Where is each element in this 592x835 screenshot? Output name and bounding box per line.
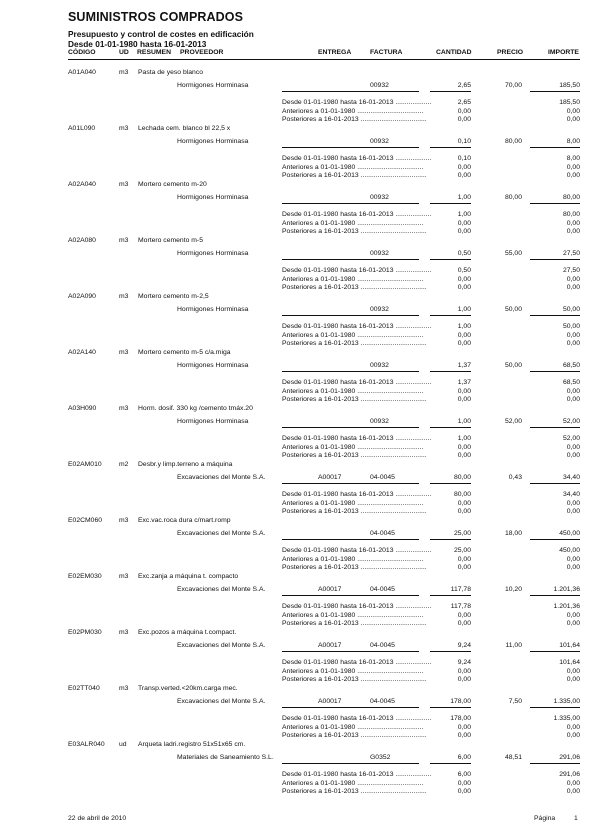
summary-label-desde: Desde 01-01-1980 hasta 16-01-2013 ...................	[282, 435, 432, 442]
summary-amount: 0,00	[566, 555, 580, 563]
summary-quantity: 0,00	[457, 228, 471, 235]
summary-amount: 0,00	[566, 676, 580, 683]
summary-label-posteriores: Posteriores a 16-01-2013 ...................................	[282, 172, 427, 179]
col-importe: IMPORTE	[548, 49, 579, 56]
item-price: 80,00	[504, 138, 522, 145]
item-unit: m3	[119, 181, 129, 188]
summary-quantity: 80,00	[453, 491, 471, 498]
item-quantity: 1,00	[457, 194, 471, 201]
item-supplier: Materiales de Saneamiento S.L.	[177, 754, 274, 761]
summary-label-anteriores: Anteriores a 01-01-1980 ...................................	[282, 387, 424, 395]
underline	[530, 539, 580, 540]
item-quantity: 178,00	[450, 698, 471, 705]
item-supplier: Excavaciones del Monte S.A.	[177, 586, 266, 593]
summary-amount: 291,06	[559, 771, 580, 778]
summary-quantity: 0,00	[457, 564, 471, 571]
item-price: 0,43	[508, 474, 522, 481]
item-invoice: 04-0045	[370, 474, 395, 481]
underline	[430, 371, 471, 372]
item-quantity: 0,10	[457, 138, 471, 145]
item-price: 55,00	[504, 250, 522, 257]
item-price: 80,00	[504, 194, 522, 201]
summary-label-anteriores: Anteriores a 01-01-1980 ...................................	[282, 723, 424, 731]
item-amount: 1.335,00	[553, 698, 580, 705]
underline	[430, 91, 471, 92]
item-invoice: 00932	[370, 306, 389, 313]
underline	[430, 539, 471, 540]
underline	[530, 707, 580, 708]
summary-label-desde: Desde 01-01-1980 hasta 16-01-2013 ...................	[282, 547, 432, 554]
summary-label-desde: Desde 01-01-1980 hasta 16-01-2013 ...................	[282, 715, 432, 722]
underline	[430, 259, 471, 260]
col-precio: PRECIO	[497, 49, 524, 56]
item-quantity: 9,24	[457, 642, 471, 649]
underline	[530, 483, 580, 484]
underline	[430, 483, 471, 484]
underline	[530, 651, 580, 652]
item-code: A02A090	[68, 293, 96, 300]
summary-label-anteriores: Anteriores a 01-01-1980 ...................................	[282, 331, 424, 339]
summary-quantity: 0,00	[457, 396, 471, 403]
summary-label-anteriores: Anteriores a 01-01-1980 ...................................	[282, 779, 424, 787]
item-summary: Desbr.y limp.terreno a máquina	[138, 461, 233, 468]
item-supplier: Hormigones Horminasa	[177, 306, 249, 313]
summary-label-desde: Desde 01-01-1980 hasta 16-01-2013 ...................	[282, 659, 432, 666]
summary-amount: 0,00	[566, 387, 580, 395]
summary-quantity: 0,00	[457, 172, 471, 179]
summary-quantity: 6,00	[457, 771, 471, 778]
item-invoice: 00932	[370, 362, 389, 369]
item-delivery: A00017	[318, 474, 342, 481]
item-invoice: G0352	[370, 754, 391, 761]
underline	[282, 315, 419, 316]
item-quantity: 1,00	[457, 306, 471, 313]
item-amount: 80,00	[562, 194, 580, 201]
summary-label-anteriores: Anteriores a 01-01-1980 ...................................	[282, 555, 424, 563]
summary-quantity: 2,65	[457, 99, 471, 106]
item-invoice: 00932	[370, 82, 389, 89]
summary-label-anteriores: Anteriores a 01-01-1980 ...................................	[282, 219, 424, 227]
summary-amount: 0,00	[566, 611, 580, 619]
summary-amount: 101,64	[559, 659, 580, 666]
summary-amount: 0,00	[566, 723, 580, 731]
summary-quantity: 0,00	[457, 676, 471, 683]
item-quantity: 25,00	[453, 530, 471, 537]
item-summary: Exc.zanja a máquina t. compacto	[138, 573, 239, 580]
col-codigo: CÓDIGO	[68, 49, 96, 56]
summary-amount: 0,00	[566, 172, 580, 179]
summary-label-posteriores: Posteriores a 16-01-2013 ...................................	[282, 564, 427, 571]
item-price: 48,51	[504, 754, 522, 761]
summary-quantity: 0,00	[457, 219, 471, 227]
footer-page-number: 1	[574, 815, 578, 822]
summary-amount: 0,00	[566, 443, 580, 451]
item-supplier: Excavaciones del Monte S.A.	[177, 698, 266, 705]
item-amount: 8,00	[566, 138, 580, 145]
summary-amount: 0,00	[566, 340, 580, 347]
item-unit: m3	[119, 517, 129, 524]
summary-quantity: 0,00	[457, 284, 471, 291]
item-unit: m3	[119, 405, 129, 412]
col-factura: FACTURA	[370, 49, 403, 56]
underline	[430, 203, 471, 204]
summary-amount: 0,00	[566, 779, 580, 787]
report-subtitle: Presupuesto y control de costes en edificación	[68, 29, 254, 39]
underline	[282, 203, 419, 204]
item-unit: m3	[119, 685, 129, 692]
summary-label-anteriores: Anteriores a 01-01-1980 ...................................	[282, 107, 424, 115]
underline	[282, 427, 419, 428]
underline	[530, 427, 580, 428]
item-price: 7,50	[508, 698, 522, 705]
item-price: 52,00	[504, 418, 522, 425]
summary-quantity: 0,00	[457, 611, 471, 619]
summary-amount: 0,00	[566, 564, 580, 571]
summary-amount: 8,00	[566, 155, 580, 162]
summary-label-anteriores: Anteriores a 01-01-1980 ...................................	[282, 667, 424, 675]
summary-quantity: 0,00	[457, 779, 471, 787]
summary-quantity: 1,00	[457, 435, 471, 442]
summary-quantity: 0,00	[457, 443, 471, 451]
underline	[430, 427, 471, 428]
underline	[282, 595, 419, 596]
underline	[282, 763, 419, 764]
summary-label-desde: Desde 01-01-1980 hasta 16-01-2013 ...................	[282, 155, 432, 162]
item-unit: m3	[119, 293, 129, 300]
underline	[530, 91, 580, 92]
item-quantity: 0,50	[457, 250, 471, 257]
summary-amount: 0,00	[566, 788, 580, 795]
summary-quantity: 0,00	[457, 163, 471, 171]
item-amount: 1.201,36	[553, 586, 580, 593]
summary-amount: 0,00	[566, 732, 580, 739]
summary-amount: 34,40	[562, 491, 580, 498]
header-divider	[68, 59, 580, 60]
summary-amount: 185,50	[559, 99, 580, 106]
summary-quantity: 0,00	[457, 723, 471, 731]
item-unit: m2	[119, 461, 129, 468]
summary-label-desde: Desde 01-01-1980 hasta 16-01-2013 ...................	[282, 491, 432, 498]
summary-amount: 0,00	[566, 396, 580, 403]
item-supplier: Hormigones Horminasa	[177, 250, 249, 257]
item-code: E02EM030	[68, 573, 102, 580]
summary-label-posteriores: Posteriores a 16-01-2013 ...................................	[282, 396, 427, 403]
underline	[430, 315, 471, 316]
summary-quantity: 1,00	[457, 323, 471, 330]
summary-label-desde: Desde 01-01-1980 hasta 16-01-2013 ...................	[282, 267, 432, 274]
item-amount: 185,50	[559, 82, 580, 89]
summary-label-desde: Desde 01-01-1980 hasta 16-01-2013 ...................	[282, 379, 432, 386]
summary-label-posteriores: Posteriores a 16-01-2013 ...................................	[282, 228, 427, 235]
item-price: 50,00	[504, 306, 522, 313]
summary-amount: 450,00	[559, 547, 580, 554]
summary-amount: 0,00	[566, 275, 580, 283]
item-amount: 101,64	[559, 642, 580, 649]
summary-amount: 0,00	[566, 163, 580, 171]
summary-quantity: 0,00	[457, 387, 471, 395]
summary-quantity: 0,00	[457, 116, 471, 123]
underline	[430, 763, 471, 764]
item-invoice: 00932	[370, 194, 389, 201]
underline	[282, 259, 419, 260]
summary-quantity: 9,24	[457, 659, 471, 666]
item-quantity: 1,37	[457, 362, 471, 369]
summary-quantity: 0,00	[457, 275, 471, 283]
item-amount: 52,00	[562, 418, 580, 425]
underline	[530, 595, 580, 596]
item-supplier: Hormigones Horminasa	[177, 418, 249, 425]
summary-quantity: 0,00	[457, 508, 471, 515]
summary-quantity: 0,00	[457, 331, 471, 339]
item-code: A01A040	[68, 69, 96, 76]
col-resumen: RESUMEN	[137, 49, 171, 56]
summary-label-posteriores: Posteriores a 16-01-2013 ...................................	[282, 340, 427, 347]
summary-label-anteriores: Anteriores a 01-01-1980 ...................................	[282, 499, 424, 507]
summary-quantity: 1,00	[457, 211, 471, 218]
summary-label-anteriores: Anteriores a 01-01-1980 ...................................	[282, 443, 424, 451]
item-invoice: 04-0045	[370, 642, 395, 649]
summary-label-desde: Desde 01-01-1980 hasta 16-01-2013 ...................	[282, 323, 432, 330]
summary-label-posteriores: Posteriores a 16-01-2013 ...................................	[282, 284, 427, 291]
item-summary: Exc.pozos a máquina t.compact.	[138, 629, 237, 636]
underline	[530, 315, 580, 316]
summary-quantity: 178,00	[450, 715, 471, 722]
item-supplier: Hormigones Horminasa	[177, 82, 249, 89]
item-quantity: 6,00	[457, 754, 471, 761]
item-amount: 450,00	[559, 530, 580, 537]
item-unit: m3	[119, 573, 129, 580]
item-summary: Horm. dosif. 330 kg /cemento tmáx.20	[138, 405, 253, 412]
item-code: E02TT040	[68, 685, 100, 692]
summary-quantity: 0,00	[457, 340, 471, 347]
item-summary: Mortero cemento m-20	[138, 181, 207, 188]
item-summary: Mortero cemento m-5	[138, 237, 203, 244]
summary-amount: 0,00	[566, 667, 580, 675]
summary-label-anteriores: Anteriores a 01-01-1980 ...................................	[282, 275, 424, 283]
item-code: A02A080	[68, 237, 96, 244]
summary-quantity: 0,00	[457, 107, 471, 115]
item-supplier: Hormigones Horminasa	[177, 362, 249, 369]
summary-amount: 0,00	[566, 452, 580, 459]
col-entrega: ENTREGA	[318, 49, 352, 56]
summary-amount: 27,50	[562, 267, 580, 274]
page-title: SUMINISTROS COMPRADOS	[68, 10, 244, 24]
underline	[530, 203, 580, 204]
summary-amount: 0,00	[566, 228, 580, 235]
item-code: E03ALR040	[68, 741, 105, 748]
summary-amount: 0,00	[566, 107, 580, 115]
summary-amount: 0,00	[566, 620, 580, 627]
summary-quantity: 0,00	[457, 620, 471, 627]
summary-amount: 1.335,00	[553, 715, 580, 722]
item-summary: Mortero cemento m-5 c/a.miga	[138, 349, 231, 356]
item-code: A01L090	[68, 125, 96, 132]
summary-label-posteriores: Posteriores a 16-01-2013 ...................................	[282, 676, 427, 683]
item-code: E02CM060	[68, 517, 103, 524]
underline	[282, 91, 419, 92]
footer-page-label: Página	[534, 815, 556, 822]
item-code: E02PM030	[68, 629, 102, 636]
summary-label-posteriores: Posteriores a 16-01-2013 ...................................	[282, 788, 427, 795]
item-unit: m3	[119, 69, 129, 76]
item-unit: ud	[119, 741, 127, 748]
col-cantidad: CANTIDAD	[436, 49, 472, 56]
item-price: 70,00	[504, 82, 522, 89]
summary-label-posteriores: Posteriores a 16-01-2013 ...................................	[282, 732, 427, 739]
underline	[282, 147, 419, 148]
item-code: E02AM010	[68, 461, 102, 468]
item-code: A02A140	[68, 349, 96, 356]
item-supplier: Excavaciones del Monte S.A.	[177, 530, 266, 537]
item-summary: Transp.verted.<20km.carga mec.	[138, 685, 238, 692]
item-supplier: Hormigones Horminasa	[177, 138, 249, 145]
item-amount: 68,50	[562, 362, 580, 369]
summary-label-desde: Desde 01-01-1980 hasta 16-01-2013 ...................	[282, 771, 432, 778]
underline	[530, 371, 580, 372]
item-unit: m3	[119, 629, 129, 636]
item-summary: Exc.vac.roca dura c/mart.romp	[138, 517, 231, 524]
summary-label-desde: Desde 01-01-1980 hasta 16-01-2013 ...................	[282, 99, 432, 106]
underline	[282, 707, 419, 708]
summary-quantity: 0,50	[457, 267, 471, 274]
item-price: 50,00	[504, 362, 522, 369]
item-summary: Mortero cemento m-2,5	[138, 293, 209, 300]
item-quantity: 1,00	[457, 418, 471, 425]
summary-amount: 0,00	[566, 499, 580, 507]
summary-label-posteriores: Posteriores a 16-01-2013 ...................................	[282, 508, 427, 515]
item-supplier: Excavaciones del Monte S.A.	[177, 474, 266, 481]
summary-amount: 52,00	[562, 435, 580, 442]
date-range: Desde 01-01-1980 hasta 16-01-2013	[68, 39, 207, 49]
summary-amount: 0,00	[566, 284, 580, 291]
summary-amount: 0,00	[566, 116, 580, 123]
item-invoice: 04-0045	[370, 530, 395, 537]
item-supplier: Excavaciones del Monte S.A.	[177, 642, 266, 649]
summary-amount: 0,00	[566, 508, 580, 515]
underline	[530, 763, 580, 764]
item-invoice: 04-0045	[370, 586, 395, 593]
summary-amount: 0,00	[566, 219, 580, 227]
underline	[282, 371, 419, 372]
summary-quantity: 0,00	[457, 499, 471, 507]
item-price: 18,00	[504, 530, 522, 537]
underline	[282, 539, 419, 540]
summary-quantity: 1,37	[457, 379, 471, 386]
summary-quantity: 117,78	[450, 603, 471, 610]
item-unit: m3	[119, 125, 129, 132]
item-amount: 50,00	[562, 306, 580, 313]
item-supplier: Hormigones Horminasa	[177, 194, 249, 201]
item-summary: Pasta de yeso blanco	[138, 69, 203, 76]
underline	[430, 595, 471, 596]
item-invoice: 00932	[370, 418, 389, 425]
underline	[282, 483, 419, 484]
item-unit: m3	[119, 349, 129, 356]
summary-amount: 0,00	[566, 331, 580, 339]
underline	[430, 651, 471, 652]
summary-quantity: 0,00	[457, 555, 471, 563]
underline	[282, 651, 419, 652]
summary-label-anteriores: Anteriores a 01-01-1980 ...................................	[282, 163, 424, 171]
summary-label-posteriores: Posteriores a 16-01-2013 ...................................	[282, 452, 427, 459]
underline	[530, 259, 580, 260]
item-code: A02A040	[68, 181, 96, 188]
summary-quantity: 0,00	[457, 732, 471, 739]
item-amount: 291,06	[559, 754, 580, 761]
item-unit: m3	[119, 237, 129, 244]
item-invoice: 00932	[370, 138, 389, 145]
item-quantity: 80,00	[453, 474, 471, 481]
summary-amount: 80,00	[562, 211, 580, 218]
summary-label-posteriores: Posteriores a 16-01-2013 ...................................	[282, 620, 427, 627]
item-amount: 27,50	[562, 250, 580, 257]
item-invoice: 04-0045	[370, 698, 395, 705]
summary-quantity: 25,00	[453, 547, 471, 554]
summary-quantity: 0,00	[457, 667, 471, 675]
col-ud: UD	[119, 49, 129, 56]
item-price: 11,00	[505, 642, 522, 649]
summary-amount: 1.201,36	[553, 603, 580, 610]
summary-amount: 68,50	[562, 379, 580, 386]
item-delivery: A00017	[318, 586, 342, 593]
summary-quantity: 0,10	[457, 155, 471, 162]
summary-quantity: 0,00	[457, 788, 471, 795]
summary-label-desde: Desde 01-01-1980 hasta 16-01-2013 ...................	[282, 603, 432, 610]
item-amount: 34,40	[562, 474, 580, 481]
item-quantity: 117,78	[450, 586, 471, 593]
underline	[530, 147, 580, 148]
footer-date: 22 de abril de 2010	[68, 815, 127, 822]
item-quantity: 2,65	[457, 82, 471, 89]
summary-label-anteriores: Anteriores a 01-01-1980 ...................................	[282, 611, 424, 619]
item-delivery: A00017	[318, 642, 342, 649]
item-code: A03H090	[68, 405, 97, 412]
underline	[430, 707, 471, 708]
summary-quantity: 0,00	[457, 452, 471, 459]
summary-label-posteriores: Posteriores a 16-01-2013 ...................................	[282, 116, 427, 123]
item-invoice: 00932	[370, 250, 389, 257]
summary-amount: 50,00	[562, 323, 580, 330]
item-price: 10,20	[504, 586, 522, 593]
col-proveedor: PROVEEDOR	[180, 49, 224, 56]
underline	[430, 147, 471, 148]
column-header-row	[0, 49, 592, 59]
summary-label-desde: Desde 01-01-1980 hasta 16-01-2013 ...................	[282, 211, 432, 218]
item-summary: Arqueta ladri.registro 51x51x65 cm.	[138, 741, 246, 748]
item-summary: Lechada cem. blanco bl 22,5 x	[138, 125, 231, 132]
item-delivery: A00017	[318, 698, 342, 705]
